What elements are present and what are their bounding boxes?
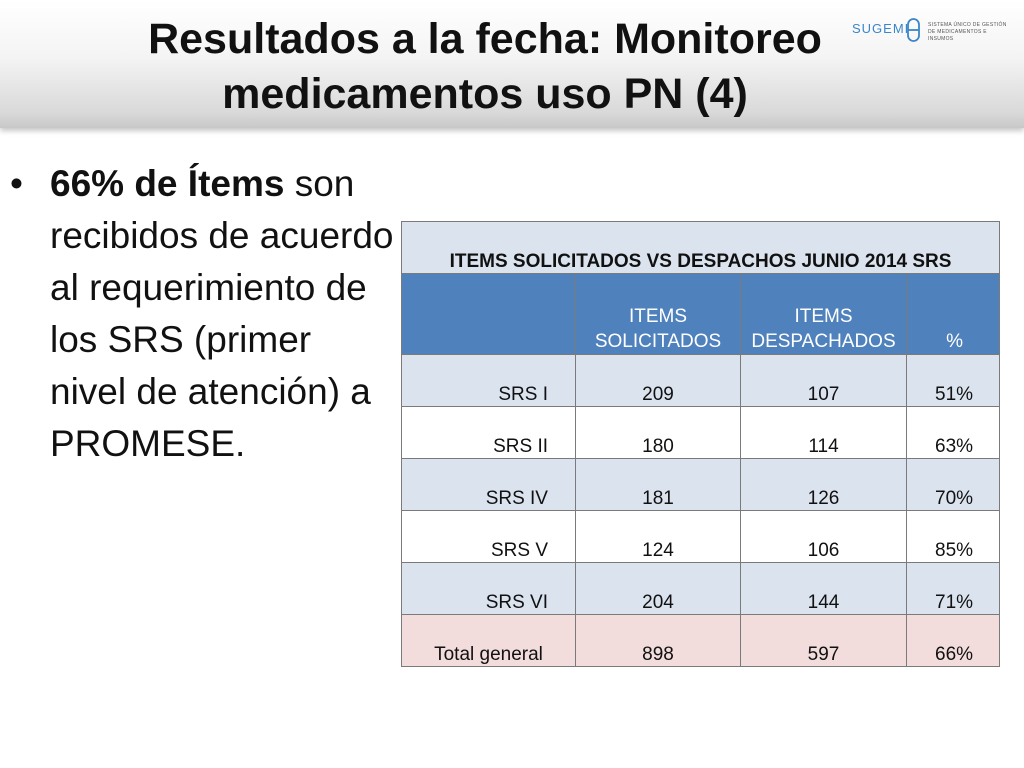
row-label: SRS V — [402, 511, 576, 563]
header-solicitados: ITEMS SOLICITADOS — [576, 274, 741, 355]
logo-subtitle-line2: DE MEDICAMENTOS E INSUMOS — [928, 29, 987, 42]
row-despachados: 114 — [741, 407, 907, 459]
table-total-row — [402, 615, 1000, 667]
total-label: Total general — [402, 615, 576, 667]
logo-subtitle-line1: SISTEMA ÚNICO DE GESTIÓN — [928, 22, 1007, 28]
title-band — [0, 0, 1024, 128]
table-title-row — [402, 222, 1000, 274]
row-solicitados: 204 — [576, 563, 741, 615]
row-solicitados: 180 — [576, 407, 741, 459]
slide-title — [60, 12, 910, 122]
table-row — [402, 511, 1000, 563]
row-percent: 63% — [907, 407, 1000, 459]
row-despachados: 144 — [741, 563, 907, 615]
row-percent: 70% — [907, 459, 1000, 511]
bullet-body-text: son recibidos de acuerdo al requerimiento de los SRS (primer nivel de atención) a PROMESE. — [50, 163, 394, 464]
logo-subtitle — [928, 22, 1012, 43]
row-label: SRS VI — [402, 563, 576, 615]
items-table — [401, 221, 1000, 667]
row-solicitados: 209 — [576, 355, 741, 407]
header-despachados: ITEMS DESPACHADOS — [741, 274, 907, 355]
table-row — [402, 459, 1000, 511]
row-despachados: 126 — [741, 459, 907, 511]
total-solicitados: 898 — [576, 615, 741, 667]
table-header-row — [402, 274, 1000, 355]
row-solicitados: 181 — [576, 459, 741, 511]
sugemi-logo — [852, 16, 1012, 50]
table-row — [402, 563, 1000, 615]
row-percent: 85% — [907, 511, 1000, 563]
capsule-icon — [905, 17, 923, 43]
slide-title-line1: Resultados a la fecha: Monitoreo — [148, 15, 822, 63]
slide-title-line2: medicamentos uso PN (4) — [222, 70, 748, 118]
table-title: ITEMS SOLICITADOS VS DESPACHOS JUNIO 2014 SRS — [402, 222, 1000, 274]
row-percent: 51% — [907, 355, 1000, 407]
header-label — [402, 274, 576, 355]
row-despachados: 106 — [741, 511, 907, 563]
row-label: SRS I — [402, 355, 576, 407]
table-row — [402, 407, 1000, 459]
row-label: SRS IV — [402, 459, 576, 511]
table-row — [402, 355, 1000, 407]
total-despachados: 597 — [741, 615, 907, 667]
logo-wordmark: SUGEMI — [852, 21, 910, 36]
row-label: SRS II — [402, 407, 576, 459]
bullet-bold-text: 66% de Ítems — [50, 163, 285, 204]
row-despachados: 107 — [741, 355, 907, 407]
row-solicitados: 124 — [576, 511, 741, 563]
total-percent: 66% — [907, 615, 1000, 667]
header-percent: % — [907, 274, 1000, 355]
row-percent: 71% — [907, 563, 1000, 615]
bullet-text — [50, 158, 395, 470]
bullet-marker: • — [10, 163, 23, 204]
